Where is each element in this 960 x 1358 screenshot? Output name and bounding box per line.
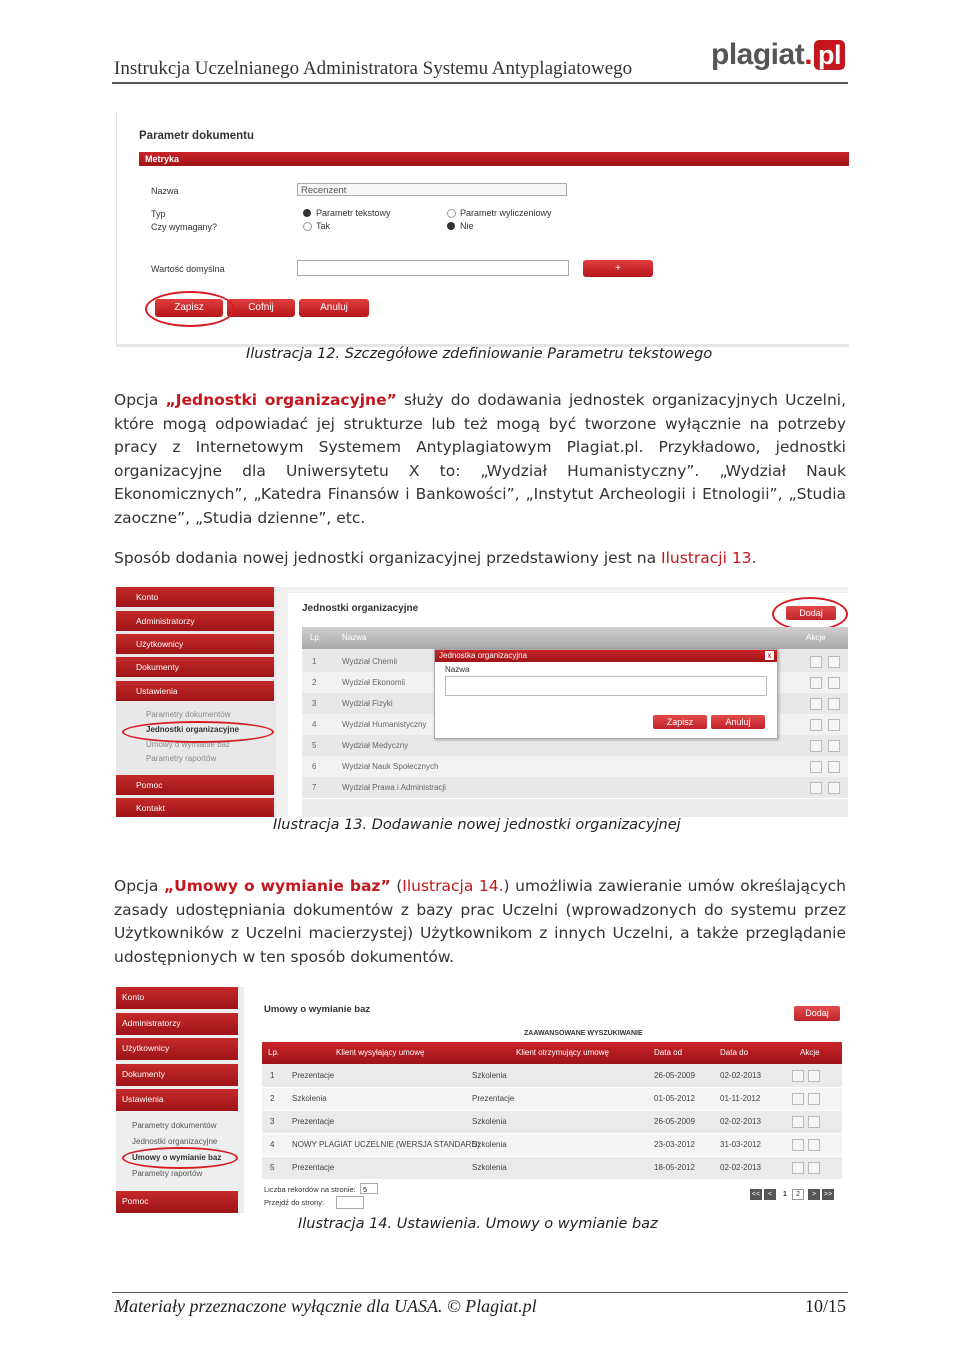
- dialog-close-icon[interactable]: x: [765, 651, 774, 660]
- table-row: [262, 1088, 842, 1111]
- figure-14-caption: Ilustracja 14. Ustawienia. Umowy o wymianie baz: [298, 1216, 658, 1232]
- page-title: Umowy o wymianie baz: [264, 1004, 371, 1015]
- table-row: [262, 1065, 842, 1088]
- view-icon[interactable]: [792, 1070, 804, 1082]
- pager-page-1[interactable]: 1: [783, 1191, 787, 1198]
- delete-icon[interactable]: [828, 761, 840, 773]
- cell-lp: 1: [312, 657, 317, 666]
- edit-icon[interactable]: [808, 1139, 820, 1151]
- col-lp: Lp.: [310, 633, 322, 642]
- radio-nie-label: Nie: [460, 221, 474, 231]
- cell-klient-otrzymujacy: Szkolenia: [472, 1140, 507, 1149]
- radio-wyliczeniowy[interactable]: [447, 209, 456, 218]
- cell-data-do: 02-02-2013: [720, 1163, 761, 1172]
- cell-lp: 6: [312, 762, 317, 771]
- radio-tekstowy-label: Parametr tekstowy: [316, 208, 391, 218]
- sidebar-item-pomoc[interactable]: Pomoc: [116, 1191, 238, 1213]
- cell-lp: 5: [270, 1163, 275, 1172]
- nazwa-field[interactable]: Recenzent: [297, 183, 567, 196]
- cell-nazwa: Wydział Prawa i Administracji: [342, 783, 446, 792]
- cell-data-od: 18-05-2012: [654, 1163, 695, 1172]
- delete-icon[interactable]: [828, 677, 840, 689]
- cofnij-button[interactable]: Cofnij: [227, 299, 295, 317]
- link-ilustracja-13[interactable]: Ilustracji 13: [661, 549, 752, 567]
- submenu-jednostki-organizacyjne[interactable]: Jednostki organizacyjne: [146, 725, 239, 734]
- logo-box: pl: [814, 40, 845, 70]
- cell-lp: 7: [312, 783, 317, 792]
- cell-nazwa: Wydział Humanistyczny: [342, 720, 427, 729]
- submenu-jednostki-organizacyjne[interactable]: Jednostki organizacyjne: [132, 1137, 218, 1146]
- cell-lp: 2: [270, 1094, 275, 1103]
- header-rule: [112, 82, 848, 84]
- edit-icon[interactable]: [810, 698, 822, 710]
- cell-data-do: 02-02-2013: [720, 1117, 761, 1126]
- highlight-ring-zapisz: [145, 291, 235, 327]
- delete-icon[interactable]: [828, 698, 840, 710]
- cell-klient-otrzymujacy: Szkolenia: [472, 1071, 507, 1080]
- logo-dot: .: [804, 38, 813, 71]
- submenu-parametry-raportow[interactable]: Parametry raportów: [146, 754, 217, 763]
- edit-icon[interactable]: [808, 1070, 820, 1082]
- radio-nie[interactable]: [447, 222, 455, 230]
- col-lp: Lp.: [268, 1048, 280, 1057]
- link-jednostki-organizacyjne[interactable]: „Jednostki organizacyjne”: [165, 391, 397, 409]
- highlight-ring-dodaj: [772, 597, 848, 631]
- pager-last[interactable]: >>: [823, 1191, 833, 1198]
- pager-first[interactable]: <<: [751, 1191, 761, 1198]
- cell-klient-wysylajacy: NOWY PLAGIAT UCZELNIE (WERSJA STANDARD): [292, 1140, 480, 1149]
- goto-field[interactable]: [336, 1196, 364, 1209]
- view-icon[interactable]: [792, 1139, 804, 1151]
- cell-lp: 1: [270, 1071, 275, 1080]
- zapisz-button[interactable]: Zapisz: [155, 299, 223, 317]
- cell-nazwa: Wydział Chemii: [342, 657, 398, 666]
- view-icon[interactable]: [792, 1162, 804, 1174]
- cell-nazwa: Wydział Ekonomii: [342, 678, 406, 687]
- table: [262, 1042, 842, 1172]
- table-row: [262, 1157, 842, 1180]
- cell-lp: 4: [312, 720, 317, 729]
- submenu-parametry-dokumentow[interactable]: Parametry dokumentów: [146, 710, 231, 719]
- footer-rule: [112, 1292, 848, 1293]
- radio-tak-label: Tak: [316, 221, 331, 231]
- cell-klient-wysylajacy: Prezentacje: [292, 1163, 335, 1172]
- radio-tak[interactable]: [303, 222, 312, 231]
- paragraph-sposob: Sposób dodania nowej jednostki organizacyjnej przedstawiony jest na Ilustracji 13.: [114, 549, 757, 567]
- cell-lp: 4: [270, 1140, 275, 1149]
- cell-lp: 2: [312, 678, 317, 687]
- col-klient-otrzymujacy[interactable]: Klient otrzymujący umowę: [516, 1048, 609, 1057]
- highlight-ring-submenu: [122, 1147, 238, 1169]
- typ-label: Typ: [151, 209, 166, 219]
- plagiat-logo: [711, 38, 845, 72]
- cell-klient-otrzymujacy: Szkolenia: [472, 1117, 507, 1126]
- table-body: [262, 1065, 842, 1172]
- edit-icon[interactable]: [810, 677, 822, 689]
- cell-klient-otrzymujacy: Prezentacje: [472, 1094, 515, 1103]
- sidebar-item-ustawienia[interactable]: Ustawienia: [116, 681, 274, 701]
- sidebar-item-ustawienia[interactable]: Ustawienia: [116, 1089, 238, 1111]
- edit-icon[interactable]: [810, 740, 822, 752]
- view-icon[interactable]: [792, 1116, 804, 1128]
- cell-klient-otrzymujacy: Szkolenia: [472, 1163, 507, 1172]
- main-panel: [256, 987, 848, 1213]
- per-page-select[interactable]: 5: [360, 1183, 378, 1194]
- submenu-parametry-raportow[interactable]: Parametry raportów: [132, 1169, 203, 1178]
- delete-icon[interactable]: [828, 719, 840, 731]
- cell-lp: 5: [312, 741, 317, 750]
- dialog-nazwa-field[interactable]: [445, 676, 767, 696]
- delete-icon[interactable]: [828, 782, 840, 794]
- dodaj-button[interactable]: Dodaj: [794, 1006, 840, 1021]
- cell-lp: 3: [312, 699, 317, 708]
- col-data-od[interactable]: Data od: [654, 1048, 683, 1057]
- add-value-button[interactable]: +: [583, 260, 653, 277]
- form-heading: Parametr dokumentu: [139, 130, 255, 142]
- col-data-do[interactable]: Data do: [720, 1048, 749, 1057]
- pager-prev[interactable]: <: [764, 1189, 776, 1200]
- figure-12-caption: Ilustracja 12. Szczegółowe zdefiniowanie Parametru tekstowego: [246, 346, 713, 362]
- anuluj-button[interactable]: Anuluj: [299, 299, 369, 317]
- per-page-label: Liczba rekordów na stronie:: [264, 1185, 356, 1194]
- submenu-parametry-dokumentow[interactable]: Parametry dokumentów: [132, 1121, 217, 1130]
- edit-icon[interactable]: [808, 1116, 820, 1128]
- footer-note: Materiały przeznaczone wyłącznie dla UASA. © Plagiat.pl: [114, 1296, 537, 1316]
- page-title: Jednostki organizacyjne: [302, 603, 419, 614]
- page-number: 10/15: [804, 1296, 846, 1316]
- search-toggle[interactable]: ZAAWANSOWANE WYSZUKIWANIE: [524, 1030, 643, 1037]
- col-nazwa: Nazwa: [342, 633, 367, 642]
- edit-icon[interactable]: [810, 719, 822, 731]
- cell-nazwa: Wydział Medyczny: [342, 741, 409, 750]
- submenu-umowy[interactable]: Umowy o wymianie baz: [132, 1153, 222, 1162]
- radio-tekstowy[interactable]: [303, 209, 311, 217]
- col-klient-wysylajacy[interactable]: Klient wysyłający umowę: [336, 1048, 425, 1057]
- wartosc-label: Wartość domyślna: [151, 264, 225, 274]
- dialog-jednostka: [434, 649, 778, 739]
- dodaj-button[interactable]: Dodaj: [786, 606, 836, 620]
- cell-data-od: 26-05-2009: [654, 1071, 695, 1080]
- tab-metryka[interactable]: Metryka: [139, 152, 849, 166]
- figure-12-screenshot: [116, 112, 849, 347]
- radio-wyliczeniowy-label: Parametr wyliczeniowy: [460, 208, 552, 218]
- dialog-zapisz-button[interactable]: Zapisz: [653, 715, 707, 729]
- cell-data-do: 31-03-2012: [720, 1140, 761, 1149]
- dialog-nazwa-label: Nazwa: [445, 665, 470, 674]
- logo-text: plagiat: [711, 38, 805, 71]
- edit-icon[interactable]: [808, 1162, 820, 1174]
- sidebar-item-uzytkownicy[interactable]: Użytkownicy: [116, 1038, 238, 1060]
- view-icon[interactable]: [792, 1093, 804, 1105]
- cell-data-od: 23-03-2012: [654, 1140, 695, 1149]
- cell-nazwa: Wydział Nauk Społecznych: [342, 762, 439, 771]
- cell-lp: 3: [270, 1117, 275, 1126]
- sidebar-item-administratorzy[interactable]: Administratorzy: [116, 1013, 238, 1035]
- cell-data-do: 02-02-2013: [720, 1071, 761, 1080]
- table-header: [302, 627, 848, 649]
- paragraph-jednostki: Opcja „Jednostki organizacyjne” służy do dodawania jednostek organizacyjnych Uczelni, które mogą odpowiadać jej strukturze lub też mogą być tworzone wyłącznie na potrzeby pracy z Internetowym Systemem Antyplagiatowym Plagiat.pl. Przykładowo, jednostki organizacyjne dla Uniwersytetu X to: „Wydział Humanistyczny”. „Wydział Nauk Ekonomicznych”, „Katedra Finansów i Bankowości”, „Instytut Archeologii i Etnologii”, „Studia zaoczne”, „Studia dzienne”, etc.: [114, 391, 847, 527]
- col-akcje: Akcje: [800, 1048, 820, 1057]
- link-ilustracja-14[interactable]: Ilustracja 14.: [402, 877, 504, 895]
- figure-13-caption: Ilustracja 13. Dodawanie nowej jednostki organizacyjnej: [273, 817, 681, 833]
- sidebar-item-uzytkownicy[interactable]: Użytkownicy: [116, 634, 274, 654]
- edit-icon[interactable]: [810, 761, 822, 773]
- pager-next[interactable]: >: [808, 1189, 820, 1200]
- highlight-ring-submenu: [122, 721, 274, 743]
- edit-icon[interactable]: [810, 656, 822, 668]
- edit-icon[interactable]: [808, 1093, 820, 1105]
- table-row: [302, 777, 848, 799]
- dialog-anuluj-button[interactable]: Anuluj: [711, 715, 765, 729]
- sidebar-item-kontakt[interactable]: Kontakt: [116, 798, 274, 817]
- sidebar-item-dokumenty[interactable]: Dokumenty: [116, 1064, 238, 1086]
- sidebar-item-dokumenty[interactable]: Dokumenty: [116, 657, 274, 677]
- cell-klient-wysylajacy: Prezentacje: [292, 1071, 335, 1080]
- sidebar-item-konto[interactable]: Konto: [116, 987, 238, 1009]
- wymagany-label: Czy wymagany?: [151, 222, 218, 232]
- cell-klient-wysylajacy: Szkolenia: [292, 1094, 327, 1103]
- goto-label: Przejdź do strony:: [264, 1198, 325, 1207]
- cell-data-do: 01-11-2012: [720, 1094, 761, 1103]
- delete-icon[interactable]: [828, 656, 840, 668]
- cell-klient-wysylajacy: Prezentacje: [292, 1117, 335, 1126]
- nazwa-label: Nazwa: [151, 186, 179, 196]
- pager-page-2[interactable]: 2: [792, 1189, 804, 1200]
- figure-13-screenshot: [116, 587, 848, 817]
- table-row: [262, 1134, 842, 1157]
- sidebar-item-administratorzy[interactable]: Administratorzy: [116, 611, 274, 631]
- dialog-title: Jednostka organizacyjna: [439, 651, 528, 660]
- cell-data-od: 26-05-2009: [654, 1117, 695, 1126]
- edit-icon[interactable]: [810, 782, 822, 794]
- link-umowy-o-wymianie-baz[interactable]: „Umowy o wymianie baz”: [163, 877, 391, 895]
- cell-nazwa: Wydział Fizyki: [342, 699, 393, 708]
- sidebar: [116, 587, 276, 817]
- figure-14-screenshot: [116, 987, 848, 1213]
- table-row: [262, 1111, 842, 1134]
- main-panel: [288, 593, 848, 817]
- sidebar: [116, 987, 244, 1213]
- submenu-umowy[interactable]: Umowy o wymianie baz: [146, 740, 231, 749]
- table-header: [262, 1042, 842, 1064]
- sidebar-item-pomoc[interactable]: Pomoc: [116, 775, 274, 795]
- table-row: [302, 756, 848, 778]
- cell-data-od: 01-05-2012: [654, 1094, 695, 1103]
- delete-icon[interactable]: [828, 740, 840, 752]
- wartosc-field[interactable]: [297, 260, 569, 276]
- paragraph-umowy: Opcja „Umowy o wymianie baz” (Ilustracja 14.) umożliwia zawieranie umów określających zasady udostępniania dokumentów z bazy prac Uczelni (wprowadzonych do systemu przez Użytkowników z Uczelni macierzystej) Użytkownikom z innych Uczelni, a także przeglądanie udostępnionych w ten sposób dokumentów.: [114, 877, 846, 966]
- col-akcje: Akcje: [806, 633, 826, 642]
- sidebar-item-konto[interactable]: Konto: [116, 587, 274, 607]
- document-header-title: Instrukcja Uczelnianego Administratora Systemu Antyplagiatowego: [114, 58, 633, 79]
